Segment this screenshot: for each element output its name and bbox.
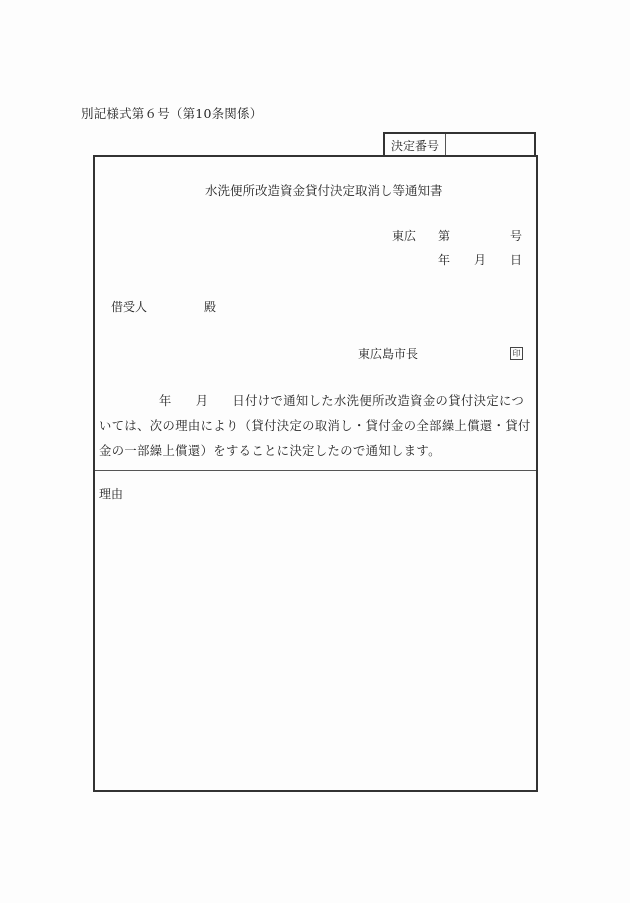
- date-month: 月: [474, 253, 487, 267]
- body-text-line1: 日付けで通知した水洗便所改造資金の貸付決定について: [99, 394, 525, 433]
- reason-label: 理由: [99, 487, 124, 501]
- body-month: 月: [195, 394, 209, 408]
- body-text-rest: は、次の理由により（貸付決定の取消し・貸付金の全部繰上償還・貸付金の一部繰上償還）をすることに決定したので通知します。: [99, 419, 531, 458]
- section-divider: [95, 470, 536, 471]
- notice-body: [99, 389, 535, 464]
- document-title: 水洗便所改造資金貸付決定取消し等通知書: [205, 183, 443, 198]
- body-year: 年: [159, 394, 172, 408]
- decision-number-label: 決定番号: [385, 134, 446, 155]
- issuer-name: 東広島市長: [358, 347, 419, 361]
- date-year: 年: [438, 253, 451, 267]
- decision-number-box: [383, 132, 536, 155]
- seal-icon: 印: [510, 347, 523, 360]
- reference-prefix: 東広: [392, 229, 417, 243]
- reference-dai: 第: [438, 229, 451, 243]
- date-day: 日: [510, 253, 523, 267]
- recipient-honorific: 殿: [204, 300, 217, 314]
- reference-gou: 号: [510, 229, 523, 243]
- decision-number-field[interactable]: [446, 134, 534, 155]
- recipient-label: 借受人: [111, 300, 148, 314]
- reason-field[interactable]: [99, 507, 532, 786]
- form-label: 別記様式第６号（第10条関係）: [81, 106, 263, 121]
- notice-form: [93, 155, 538, 792]
